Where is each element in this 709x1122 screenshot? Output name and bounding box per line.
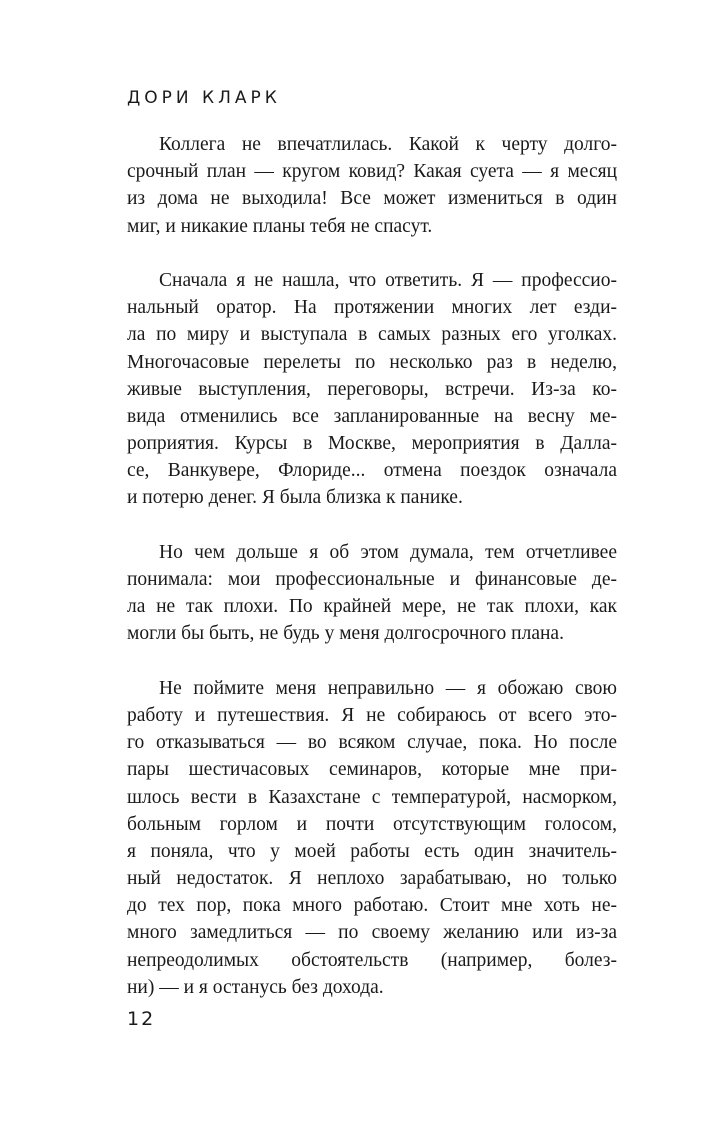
paragraph: [127, 267, 617, 512]
paragraph: [127, 539, 617, 648]
text-line: и потерю денег. Я была близка к панике.: [127, 487, 463, 509]
text-line: непреодолимых обстоятельств (например, болез-: [127, 949, 617, 971]
text-line: пары шестичасовых семинаров, которые мне при-: [127, 759, 617, 781]
text-line: могли бы быть, не будь у меня долгосрочного плана.: [127, 623, 564, 645]
text-line: много замедлиться — по своему желанию или из-за: [127, 922, 617, 944]
text-line: Не поймите меня неправильно — я обожаю свою: [159, 677, 617, 699]
body-text: [127, 131, 617, 1001]
text-line: живые выступления, переговоры, встречи. Из-за ко-: [127, 378, 617, 400]
text-line: шлось вести в Казахстане с температурой, насморком,: [127, 786, 617, 808]
text-line: работу и путешествия. Я не собираюсь от всего это-: [127, 704, 617, 726]
text-line: ла не так плохи. По крайней мере, не так плохи, как: [127, 596, 617, 618]
text-line: нальный оратор. На протяжении многих лет езди-: [127, 297, 617, 319]
text-line: Но чем дольше я об этом думала, тем отчетливее: [159, 541, 617, 563]
text-line: ни) — и я останусь без дохода.: [127, 976, 384, 998]
page-number: 12: [127, 1008, 156, 1030]
running-head: ДОРИ КЛАРК: [127, 88, 281, 108]
text-line: до тех пор, пока много работаю. Стоит мне хоть не-: [127, 895, 617, 917]
text-line: Коллега не впечатлилась. Какой к черту долго-: [159, 134, 617, 155]
text-line: го отказываться — во всяком случае, пока. Но после: [127, 732, 617, 754]
text-line: миг, и никакие планы тебя не спасут.: [127, 215, 433, 237]
text-line: больным горлом и почти отсутствующим голосом,: [127, 813, 617, 835]
text-line: се, Ванкувере, Флориде... отмена поездок означала: [127, 460, 617, 482]
text-line: Сначала я не нашла, что ответить. Я — профессио-: [159, 269, 617, 291]
text-line: из дома не выходила! Все может измениться в один: [127, 188, 617, 210]
text-line: понимала: мои профессиональные и финансовые де-: [127, 569, 617, 590]
paragraph: [127, 131, 617, 240]
text-line: ла по миру и выступала в самых разных его уголках.: [127, 324, 617, 346]
text-line: Многочасовые перелеты по несколько раз в неделю,: [127, 351, 617, 373]
text-line: ный недостаток. Я неплохо зарабатываю, но только: [127, 868, 617, 890]
paragraph: [127, 675, 617, 1001]
text-line: вида отменились все запланированные на весну ме-: [127, 405, 617, 427]
text-line: я поняла, что у моей работы есть один значитель-: [127, 840, 617, 862]
text-line: срочный план — кругом ковид? Какая суета — я месяц: [127, 161, 617, 183]
text-line: роприятия. Курсы в Москве, мероприятия в Далла-: [127, 433, 617, 455]
